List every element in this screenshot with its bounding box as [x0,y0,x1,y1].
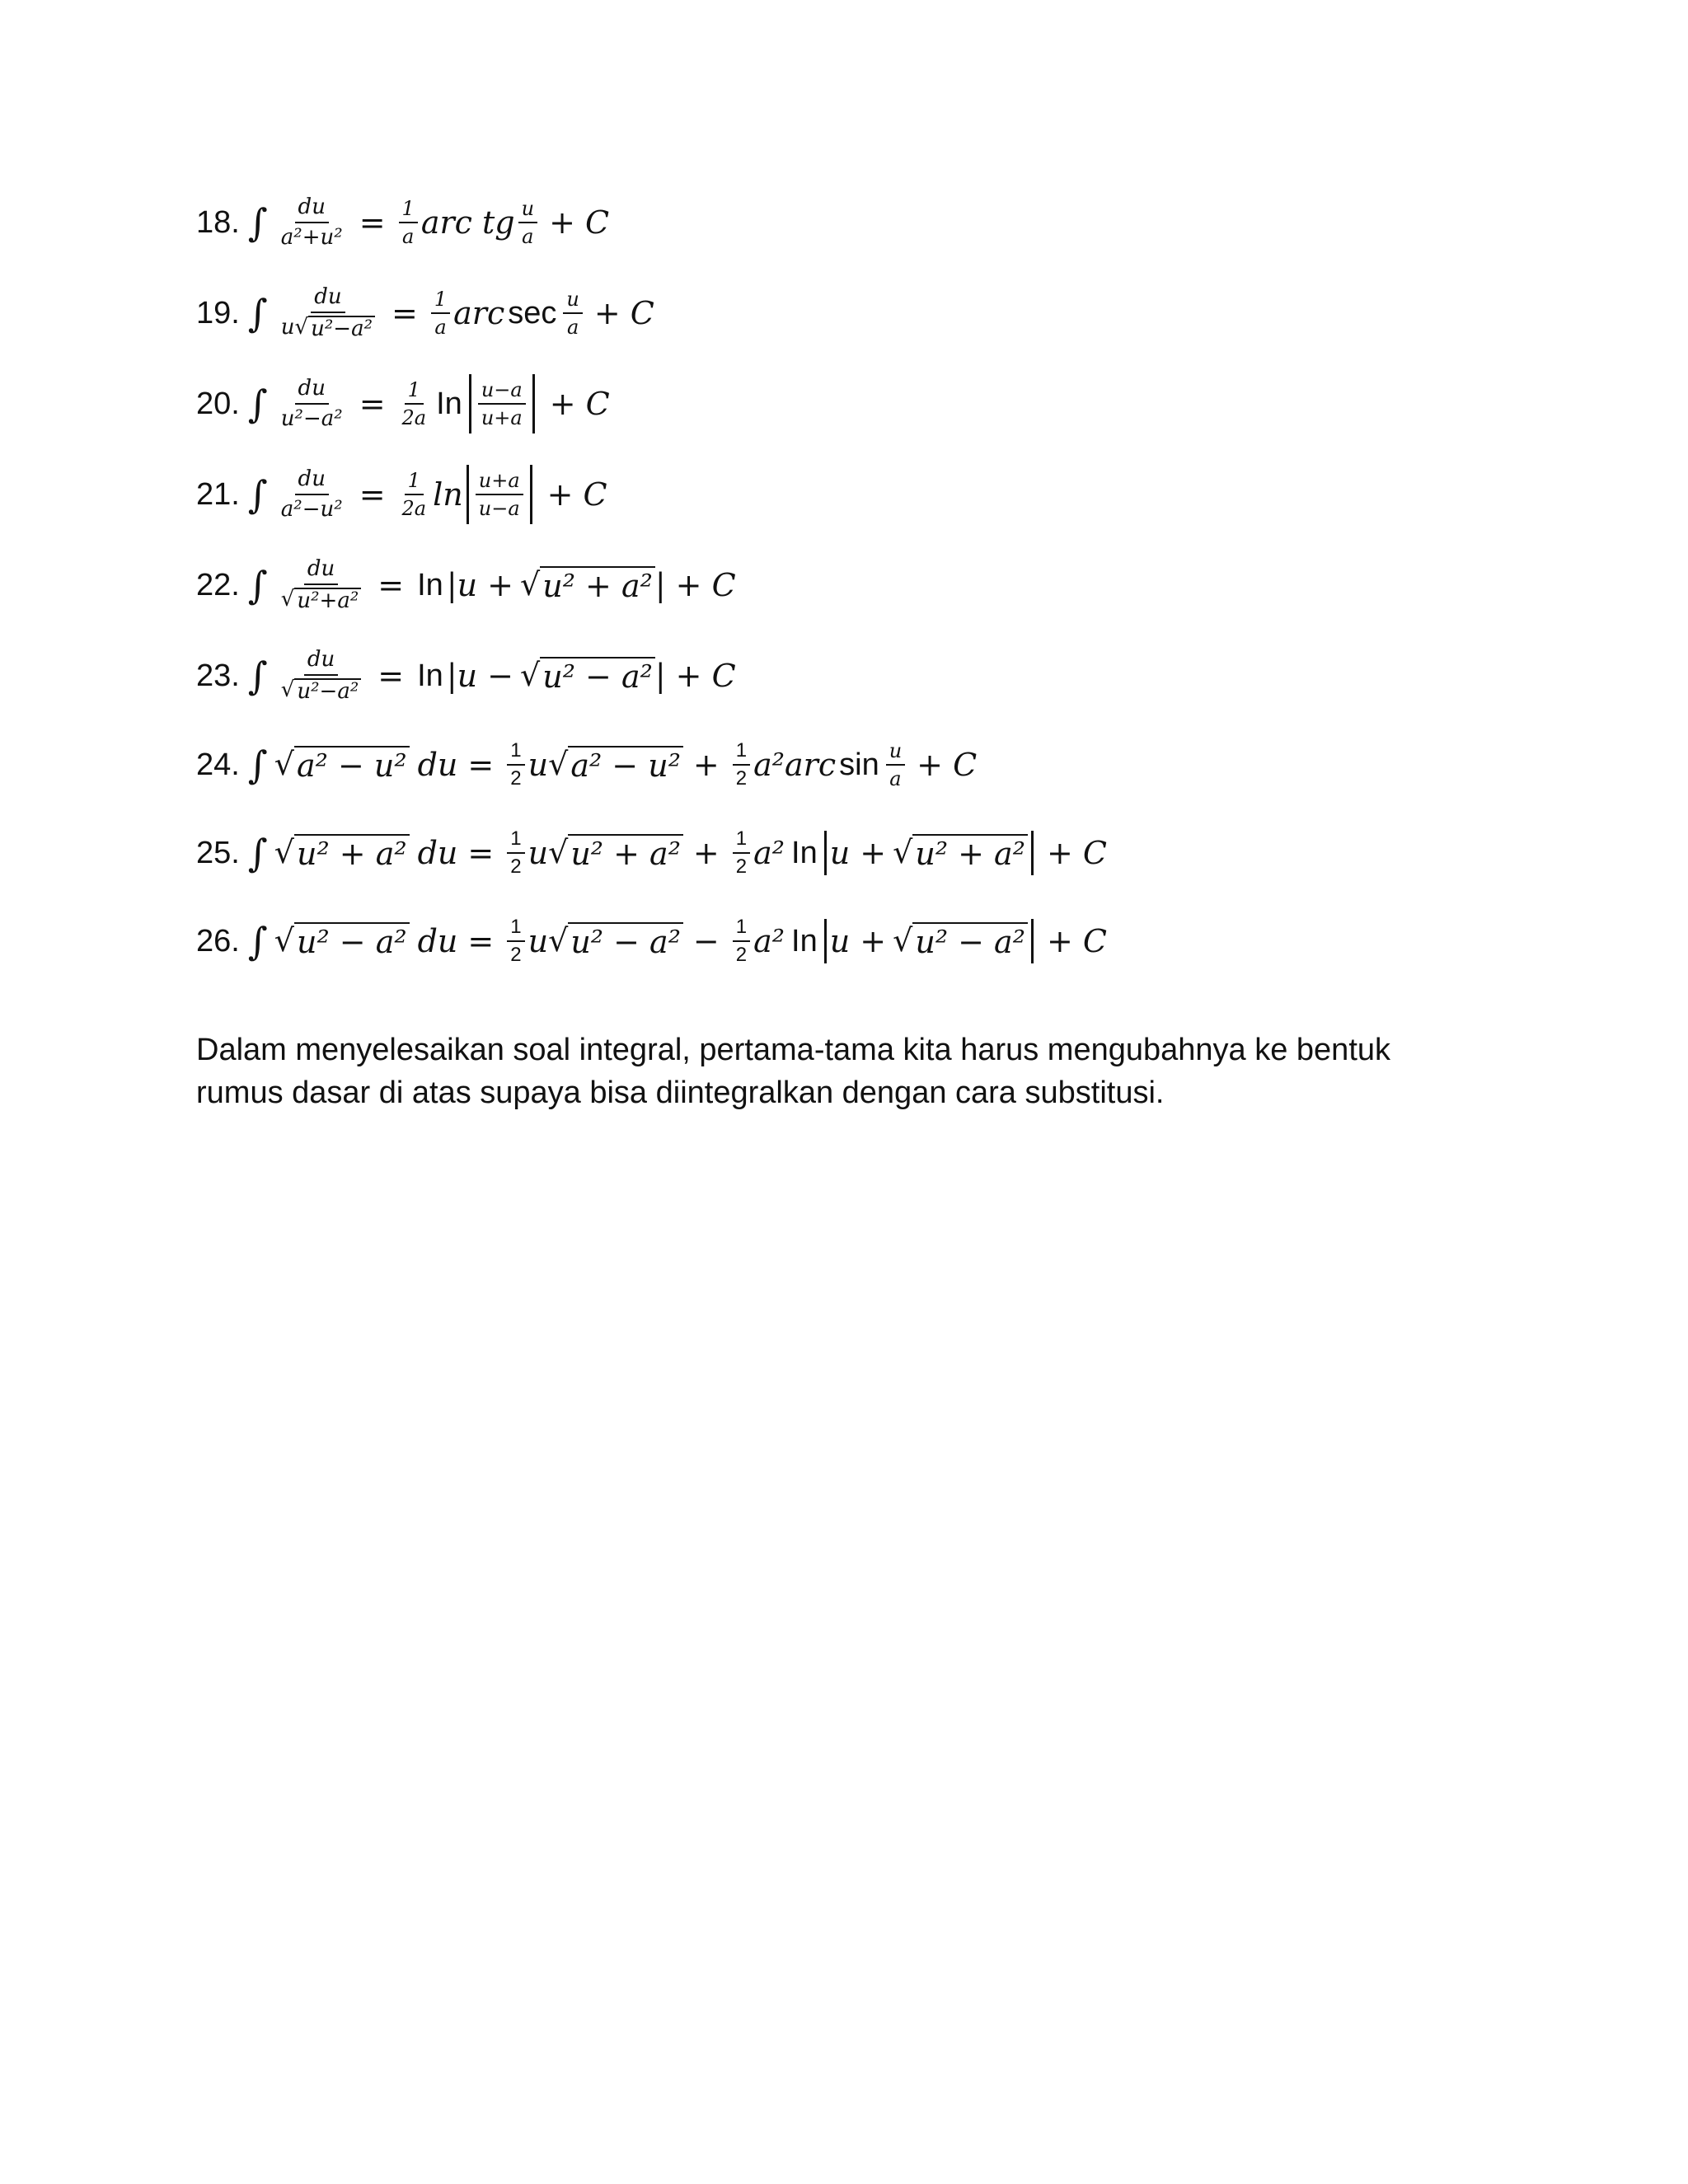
denominator: u²−a² [280,406,343,431]
function-name: In [436,386,462,421]
absolute-bar-left [469,374,471,434]
constant: + C [675,567,736,603]
function-name: arc tg [420,204,515,241]
absolute-bar-right [530,465,532,524]
numerator: u [563,288,582,314]
coefficient-fraction [399,379,430,429]
argument-fraction [563,288,582,339]
differential: du [417,747,458,783]
radicand: u² − a² [912,922,1028,960]
radical-sign: √ [548,834,569,870]
numerator: 1 [507,916,524,942]
operator: + [692,747,720,783]
radical-sign: √ [274,922,295,958]
formula-number: 24. [196,747,240,782]
denominator: 2 [510,944,522,966]
square-root [520,566,655,604]
radical-sign: √ [520,566,541,602]
constant: + C [549,204,610,241]
numerator: 1 [431,288,450,314]
denominator [278,585,364,613]
square-root [520,657,655,695]
radical-sign: √ [893,922,913,958]
operator: − [692,923,720,959]
denominator: a [402,225,415,248]
absolute-bar-left [824,831,827,875]
denominator: a [889,767,902,790]
absolute-bar-left [824,919,827,963]
constant: + C [546,476,607,513]
square-root [893,922,1028,960]
coefficient-fraction [399,470,430,520]
denominator [278,313,378,341]
integral-sign: ∫ [247,831,268,875]
square-root [274,922,410,960]
constant: + C [917,747,978,783]
equals-sign: = [467,835,495,871]
constant: + C [1046,835,1107,871]
numerator: du [304,648,338,676]
absolute-bar-left: | [446,658,457,694]
formula-18 [196,190,609,255]
radicand: a² − u² [568,746,683,784]
term-prefix: u [528,835,549,871]
denominator: a [566,316,579,339]
term-prefix: a² [753,747,785,783]
numerator: 1 [733,916,750,942]
radicand: u² + a² [912,834,1028,872]
square-root [281,588,361,613]
integrand-fraction [278,285,378,340]
numerator: du [295,195,329,223]
formula-number: 26. [196,923,240,958]
integrand-fraction [278,377,346,430]
integral-sign: ∫ [247,200,268,245]
denominator [278,676,364,704]
equals-sign: = [377,658,405,694]
absolute-prefix: u − [457,658,514,694]
argument-fraction [886,740,905,790]
term-prefix: u [528,747,549,783]
integral-sign: ∫ [247,919,268,963]
formula-19 [196,280,654,346]
explanation-paragraph: Dalam menyelesaikan soal integral, pertama-tama kita harus mengubahnya ke bentuk rumus dasar di atas supaya bisa diintegralkan dengan cara substitusi. [196,1033,1391,1110]
absolute-prefix: u + [829,835,887,871]
term-prefix: a² [753,835,785,871]
function-name-upright: sin [839,747,879,782]
radical-sign: √ [893,834,913,870]
half-fraction [733,740,750,790]
numerator: u−a [478,379,526,405]
radical-sign: √ [548,922,569,958]
absolute-prefix: u + [457,567,514,603]
absolute-fraction [478,379,526,429]
denominator: a²−u² [280,497,343,522]
formula-number: 23. [196,658,240,693]
radicand: u²−a² [308,316,375,341]
formula-26 [196,908,1107,974]
square-root [274,834,410,872]
differential: du [417,923,458,959]
numerator: u [886,740,905,766]
term-prefix: a² [753,923,785,959]
integral-sign: ∫ [247,563,268,607]
half-fraction [733,828,750,879]
radical-sign: √ [548,746,569,782]
numerator: u+a [476,470,523,495]
numerator: 1 [733,828,750,854]
denominator: 2 [735,767,748,790]
half-fraction [507,828,524,879]
absolute-bar-left [467,465,469,524]
numerator: du [295,377,329,405]
integrand-fraction [278,467,346,521]
half-fraction [733,916,750,967]
formula-number: 18. [196,204,240,240]
formula-number: 25. [196,835,240,870]
absolute-bar-right [1031,919,1034,963]
term-prefix: u [528,923,549,959]
denominator: a [522,225,534,248]
constant: + C [593,295,654,331]
numerator: du [304,557,338,585]
denominator-prefix: u [280,315,295,340]
denominator: a²+u² [280,225,343,250]
equals-sign: = [467,747,495,783]
absolute-bar-left: | [446,567,457,603]
formula-number: 20. [196,386,240,421]
equals-sign: = [359,204,386,241]
denominator: 2a [401,497,427,520]
formula-24 [196,732,977,798]
equals-sign: = [359,386,386,422]
constant: + C [549,386,610,422]
radical-sign: √ [280,677,295,702]
formula-22 [196,552,736,618]
half-fraction [507,740,524,790]
function-name: arc [453,295,505,331]
integrand-fraction [278,195,346,249]
denominator: 2 [510,855,522,878]
square-root [548,746,683,784]
numerator: 1 [399,198,418,223]
differential: du [417,835,458,871]
radicand: u² − a² [540,657,655,695]
radicand: a² − u² [294,746,410,784]
numerator: u [518,198,537,223]
radicand: u²+a² [294,588,361,613]
numerator: du [311,285,345,313]
absolute-fraction [476,470,523,520]
radical-sign: √ [294,315,309,340]
numerator: 1 [507,828,524,854]
radical-sign: √ [280,587,295,612]
square-root [548,834,683,872]
numerator: 1 [405,470,424,495]
absolute-bar-right [1031,831,1034,875]
constant: + C [1046,923,1107,959]
denominator: 2a [401,406,427,429]
function-name: arc [785,747,837,783]
numerator: 1 [733,740,750,766]
denominator: 2 [735,855,748,878]
formula-number: 19. [196,295,240,330]
constant: + C [675,658,736,694]
denominator: 2 [735,944,748,966]
radicand: u² + a² [294,834,410,872]
coefficient-fraction [431,288,450,339]
absolute-bar-right: | [654,567,666,603]
formula-21 [196,462,607,527]
integral-sign: ∫ [247,291,268,335]
radicand: u² + a² [568,834,683,872]
square-root [274,746,410,784]
half-fraction [507,916,524,967]
function-name: ln [433,476,463,513]
formula-number: 21. [196,476,240,512]
integral-sign: ∫ [247,382,268,426]
square-root [281,678,361,704]
square-root [548,922,683,960]
denominator: u+a [481,406,523,429]
denominator: a [434,316,447,339]
radicand: u² + a² [540,566,655,604]
function-name-upright: sec [508,295,557,330]
equals-sign: = [467,923,495,959]
absolute-bar-right: | [654,658,666,694]
absolute-prefix: u + [829,923,887,959]
function-name: In [791,923,818,958]
numerator: 1 [405,379,424,405]
denominator: 2 [510,767,522,790]
radicand: u² − a² [294,922,410,960]
formula-20 [196,371,610,437]
equals-sign: = [377,567,405,603]
numerator: 1 [507,740,524,766]
formula-25 [196,820,1107,886]
absolute-bar-right [532,374,535,434]
square-root [893,834,1028,872]
integrand-fraction [278,648,364,703]
integral-sign: ∫ [247,472,268,517]
numerator: du [295,467,329,495]
integral-sign: ∫ [247,743,268,787]
function-name: In [791,835,818,870]
radical-sign: √ [274,834,295,870]
radical-sign: √ [274,746,295,782]
function-name: In [417,658,443,693]
radicand: u²−a² [294,678,361,704]
equals-sign: = [359,476,386,513]
operator: + [692,835,720,871]
radical-sign: √ [520,657,541,693]
formula-23 [196,643,736,709]
radicand: u² − a² [568,922,683,960]
function-name: In [417,567,443,602]
denominator: u−a [478,497,520,520]
argument-fraction [518,198,537,248]
equals-sign: = [392,295,418,331]
coefficient-fraction [399,198,418,248]
integral-sign: ∫ [247,654,268,698]
integrand-fraction [278,557,364,612]
square-root [295,316,375,341]
formula-number: 22. [196,567,240,602]
